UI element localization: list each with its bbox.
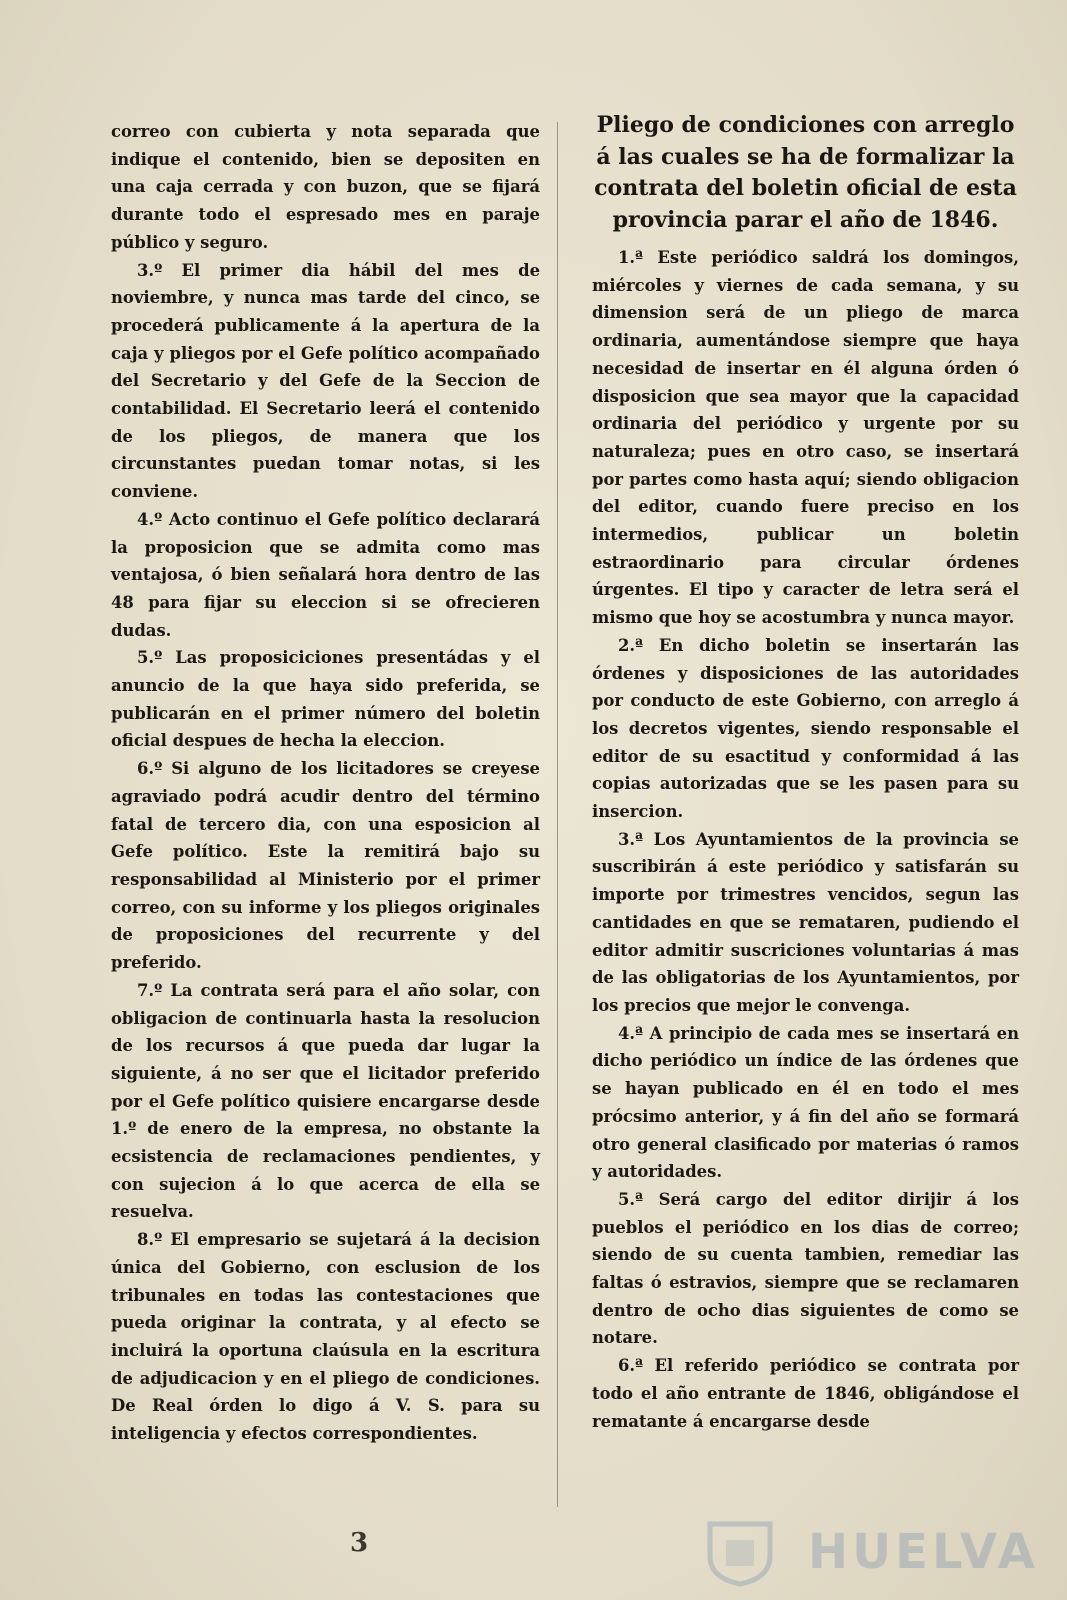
- paragraph-condition-4: 4.ª A principio de cada mes se insertará en dicho periódico un índice de las órdenes que se hayan publicado en él en todo el mes prócsimo anterior, y á fin del año se formará otro general clasificado por materias ó ramos y autoridades.: [592, 1023, 1019, 1182]
- library-watermark: [690, 1518, 1039, 1588]
- paragraph-condition-1: 1.ª Este periódico saldrá los domingos, miércoles y viernes de cada semana, y su dimension será de un pliego de marca ordinaria, aumentándose siempre que haya necesidad de insertar en él alguna órden ó disposicion que sea mayor que la capacidad ordinaria del periódico y urgente por su naturaleza; pues en otro caso, se insertará por partes como hasta aquí; siendo obligacion del editor, cuando fuere preciso en los intermedios, publicar un boletin estraordinario para circular órdenes úrgentes. El tipo y caracter de letra será el mismo que hoy se acostumbra y nunca mayor.: [592, 248, 1019, 628]
- paragraph-continuation: correo con cubierta y nota separada que indique el contenido, bien se depositen en una caja cerrada y con buzon, que se fijará durante todo el espresado mes en paraje público y seguro.: [111, 122, 540, 252]
- left-column: [111, 118, 540, 1448]
- paragraph-article-3: 3.º El primer dia hábil del mes de noviembre, y nunca mas tarde del cinco, se procederá publicamente á la apertura de la caja y pliegos por el Gefe político acompañado del Secretario y del Gefe de la Seccion de contabilidad. El Secretario leerá el contenido de los pliegos, de manera que los circunstantes puedan tomar notas, si les conviene.: [111, 260, 540, 502]
- paragraph-article-4: 4.º Acto continuo el Gefe político declarará la proposicion que se admita como mas ventajosa, ó bien señalará hora dentro de las 48 para fijar su eleccion si se ofrecieren dudas.: [111, 509, 540, 640]
- column-divider: [557, 122, 558, 1507]
- page-number: 3: [349, 1528, 371, 1558]
- paragraph-condition-6: 6.ª El referido periódico se contrata por todo el año entrante de 1846, obligándose el rematante á encargarse desde: [592, 1356, 1019, 1431]
- watermark-text: HUELVA: [808, 1524, 1039, 1580]
- paragraph-condition-2: 2.ª En dicho boletin se insertarán las órdenes y disposiciones de las autoridades por conducto de este Gobierno, con arreglo á los decretos vigentes, siendo responsable el editor de su esactitud y conformidad á las copias autorizadas que se les pasen para su insercion.: [592, 635, 1019, 822]
- shield-icon: [690, 1518, 790, 1588]
- right-column: [592, 110, 1019, 1435]
- paragraph-condition-5: 5.ª Será cargo del editor dirijir á los pueblos el periódico en los dias de correo; siendo de su cuenta tambien, remediar las faltas ó estravios, siempre que se reclamaren dentro de ocho dias siguientes de como se notare.: [592, 1189, 1019, 1348]
- paragraph-condition-3: 3.ª Los Ayuntamientos de la provincia se suscribirán á este periódico y satisfarán su importe por trimestres vencidos, segun las cantidades en que se remataren, pudiendo el editor admitir suscriciones voluntarias á mas de las obligatorias de los Ayuntamientos, por los precios que mejor le convenga.: [592, 829, 1019, 1015]
- paragraph-article-5: 5.º Las proposiciciones presentádas y el anuncio de la que haya sido preferida, se publicarán en el primer número del boletin oficial despues de hecha la eleccion.: [111, 648, 540, 751]
- section-heading: Pliego de condiciones con arreglo á las cuales se ha de formalizar la contrata del boletin oficial de esta provincia parar el año de 1846.: [594, 112, 1017, 233]
- paragraph-article-6: 6.º Si alguno de los licitadores se creyese agraviado podrá acudir dentro del término fatal de tercero dia, con una esposicion al Gefe político. Este la remitirá bajo su responsabilidad al Ministerio por el primer correo, con su informe y los pliegos originales de proposiciones del recurrente y del preferido.: [111, 759, 540, 973]
- paragraph-article-7: 7.º La contrata será para el año solar, con obligacion de continuarla hasta la resolucion de los recursos á que pueda dar lugar la siguiente, á no ser que el licitador preferido por el Gefe político quisiere encargarse desde 1.º de enero de la empresa, no obstante la ecsistencia de reclamaciones pendientes, y con sujecion á lo que acerca de ella se resuelva.: [111, 980, 540, 1222]
- paragraph-article-8: 8.º El empresario se sujetará á la decision única del Gobierno, con esclusion de los tribunales en todas las contestaciones que pueda originar la contrata, y al efecto se incluirá la oportuna claúsula en la escritura de adjudicacion y en el pliego de condiciones. De Real órden lo digo á V. S. para su inteligencia y efectos correspondientes.: [111, 1230, 540, 1444]
